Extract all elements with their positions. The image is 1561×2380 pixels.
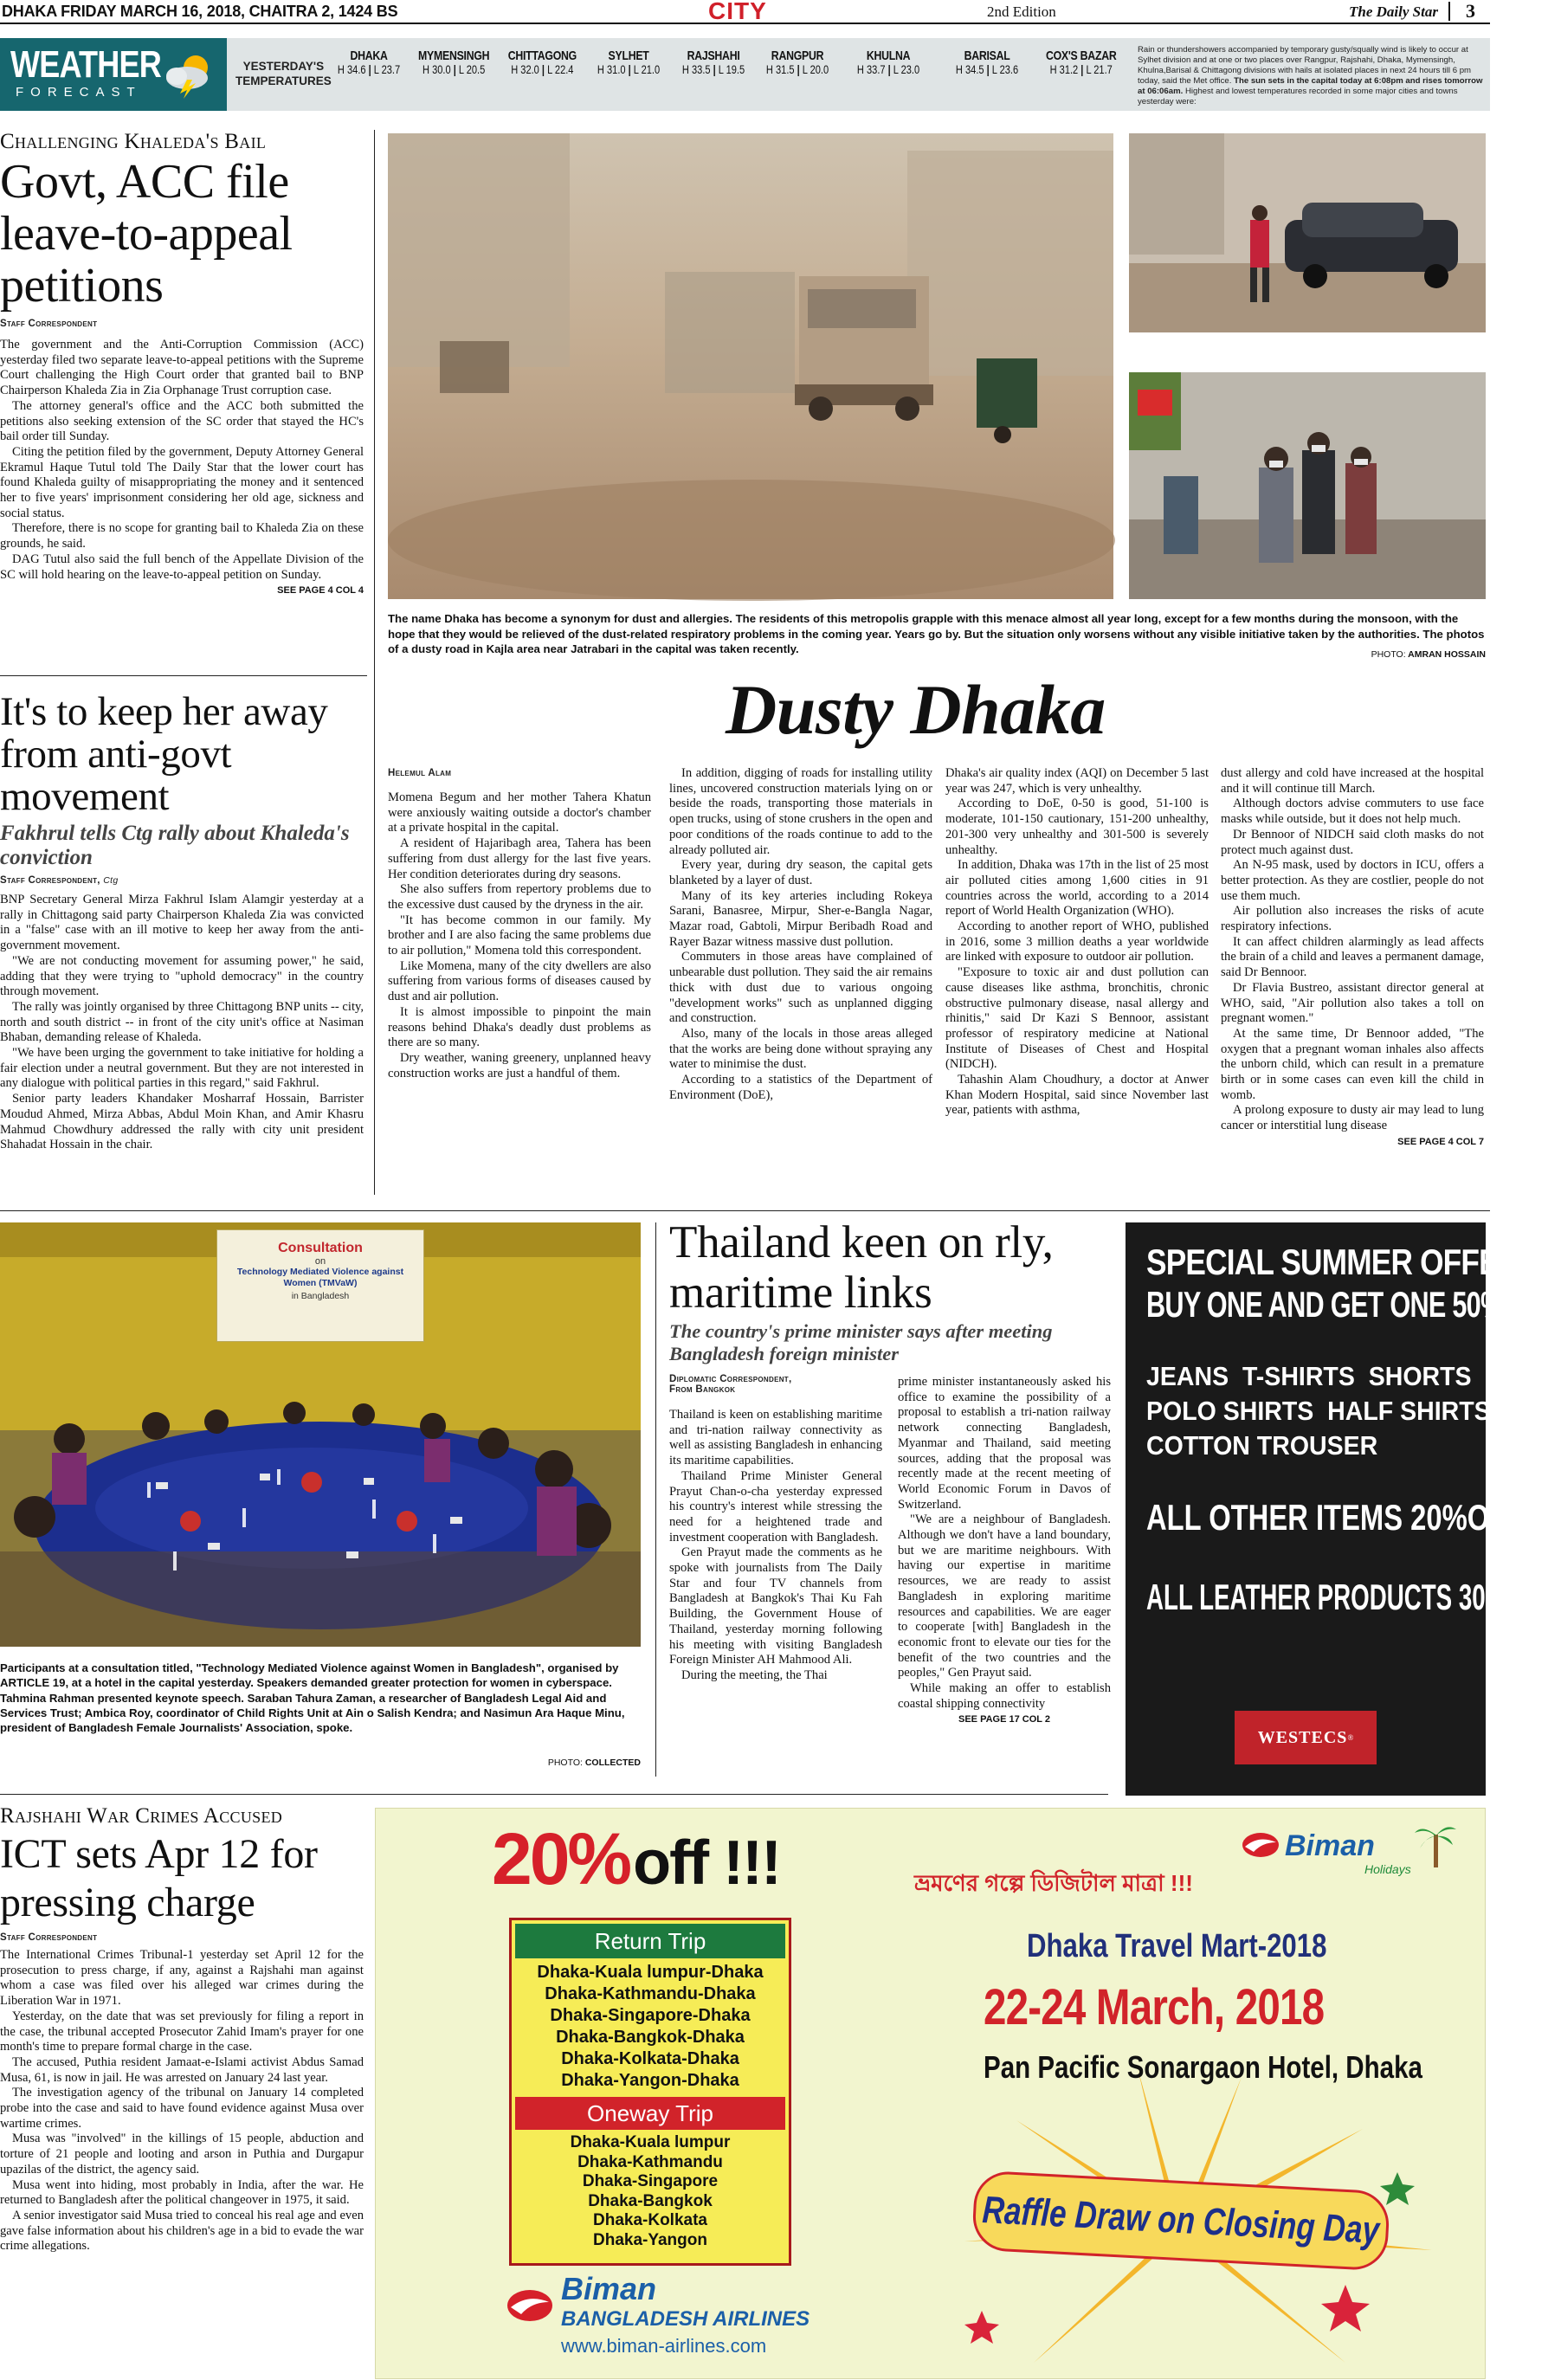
weather-subtitle: FORECAST (16, 85, 142, 100)
biman-airlines-logo (506, 2267, 810, 2363)
low-temp: L 20.5 (458, 63, 486, 76)
weather-city (759, 48, 835, 76)
discount-off: off !!! (633, 1829, 780, 1898)
city-name: RANGPUR (771, 48, 824, 63)
section-label: CITY (708, 0, 767, 24)
weather-note (1138, 45, 1484, 107)
route-item: Dhaka-Kuala lumpur (570, 2133, 731, 2151)
paragraph: Also, many of the locals in those areas alleged that the works are being done without spraying any water to minimise the dust. (669, 1026, 932, 1072)
dust-photo-caption: The name Dhaka has become a synonym for dust and allergies. The residents of this metropolis grapple with this menace almost all year long, except for a few months during the monsoon, with the hope that they would be relieved of the dust-related respiratory problems in the coming year. Years go by. But the situation only worsens without any visible initiative taken by the authorities. The photos of a dusty road in Kajla area near Jatrabari in the capital was taken recently. (388, 612, 1485, 655)
route-item: Dhaka-Kolkata-Dhaka (561, 2049, 739, 2068)
weather-city (675, 48, 751, 76)
headline: ICT sets Apr 12 for pressing charge (0, 1831, 318, 1925)
paragraph: "We are not conducting movement for assuming power," he said, adding that they were trying to "uphold democracy" in the country through movement. (0, 953, 364, 999)
byline (0, 875, 364, 886)
see-page: SEE PAGE 4 COL 7 (1397, 1136, 1484, 1147)
masthead (0, 0, 1490, 24)
weather-city (1038, 48, 1124, 76)
city-name: COX'S BAZAR (1045, 48, 1117, 63)
paragraph: At the same time, Dr Bennoor added, "The oxygen that a pregnant woman inhales also affects the unborn child, which can result in a premature birth or in some cases can even kill the child in womb. (1221, 1026, 1484, 1102)
route-item: Dhaka-Kathmandu-Dhaka (545, 1984, 756, 2003)
biman-bird-icon (506, 2288, 554, 2323)
ad-line-3: ALL OTHER ITEMS 20%OFF (1146, 1497, 1525, 1538)
city-temps: H 32.0 | L 22.4 (511, 63, 574, 76)
woman-walking-photo (1129, 133, 1486, 332)
banner-title: Consultation (278, 1241, 363, 1255)
low-temp: L 23.0 (893, 63, 920, 76)
paragraph: According to a statistics of the Department of Environment (DoE), (669, 1073, 932, 1102)
paragraph: A prolong exposure to dusty air may lead to lung cancer or interstitial lung disease (1221, 1103, 1484, 1133)
city-temps: H 30.0 | L 20.5 (423, 63, 486, 76)
kicker: Rajshahi War Crimes Accused (0, 1804, 283, 1828)
route-item: Dhaka-Yangon (593, 2230, 707, 2249)
low-temp: L 23.6 (991, 63, 1019, 76)
paragraph: According to another report of WHO, published in 2016, some 3 million deaths a year worldwide are linked with exposure to outdoor air pollution. (945, 919, 1209, 964)
paragraph: It is almost impossible to pinpoint the main reasons behind Dhaka's deadly dust problems as there are so many. (388, 1004, 651, 1050)
byline: Diplomatic Correspondent, (669, 1374, 792, 1384)
discount-offer (492, 1817, 780, 1901)
paragraph: "Exposure to toxic air and dust pollution can cause diseases like asthma, bronchitis, chronic obstructive pulmonary disease, nasal allergy and rhinitis," said Dr Kazi S Bennoor, assistant professor of respiratory medicine at National Institute of Diseases of Chest and Hospital (NIDCH). (945, 965, 1209, 1072)
paragraph: "We are a neighbour of Bangladesh. Although we don't have a land boundary, but we are maritime neighbours. With having our expertise in maritime resources, we are ready to assist Bangladesh in exploring maritime resources and capabilities. We are eager to cooperate [with] Bangladesh in the economic front to elevate our ties for the benefit of the two countries and the peoples," Gen Prayut said. (898, 1512, 1111, 1680)
paragraph: "It has become common in our family. My brother and I are also facing the same problems due to air pollution," Momena told this correspondent. (388, 913, 651, 958)
oneway-routes (512, 2133, 789, 2250)
paragraph: She also suffers from repertory problems due to the excessive dust caused by the dryness in the air. (388, 882, 651, 912)
bird-icon (1242, 1831, 1280, 1859)
thai-column-1 (669, 1408, 882, 1684)
deck: Fakhrul tells Ctg rally about Khaleda's conviction (0, 822, 350, 869)
credit-name: COLLECTED (584, 1758, 641, 1768)
route-item: Dhaka-Singapore (582, 2172, 719, 2190)
route-item: Dhaka-Bangkok-Dhaka (556, 2028, 745, 2047)
dust-article (388, 766, 1486, 1199)
story-ict (0, 1804, 364, 2254)
route-item: Dhaka-Singapore-Dhaka (550, 2006, 751, 2025)
city-name: RAJSHAHI (687, 48, 740, 63)
weather-badge (0, 38, 227, 111)
divider (0, 1210, 1490, 1211)
divider (0, 675, 367, 676)
story-khaleda-bail (0, 130, 364, 596)
paragraph: The attorney general's office and the ACC both submitted the petitions also seeking extension of the SC order that stayed the HC's bail order till Sunday. (0, 398, 364, 444)
paragraph: Citing the petition filed by the government, Deputy Attorney General Ekramul Haque Tutul told The Daily Star that the lower court has found Khaleda guilty of misappropriating the money and it sentenced her to five years' imprisonment considering her old age, sickness and social status. (0, 444, 364, 520)
paragraph: A senior investigator said Musa tried to conceal his real age and even gave false information about his children's age in a bid to evade the war crime allegations. (0, 2208, 364, 2254)
city-temps: H 34.6 | L 23.7 (337, 63, 401, 76)
city-name: CHITTAGONG (507, 48, 577, 63)
dust-column-1 (388, 790, 651, 1081)
consultation-caption: Participants at a consultation titled, "Technology Mediated Violence against Women in Bangladesh", organised by ARTICLE 19, at a hotel in the capital yesterday. Speakers demanded greater protection for women in cyberspace. Tahmina Rahman presented keynote speech. Saraban Tahura Zaman, a researcher of Bangladesh Legal Aid and Services Trust; Ambica Roy, coordinator of Child Rights Unit at Ain o Salish Kendra; and Nasimun Ara Haque Minu, president of Bangladesh Female Journalists' Association, spoke. (0, 1661, 625, 1735)
divider (655, 1222, 656, 1777)
paragraph: Many of its key arteries including Rokeya Sarani, Banasree, Mirpur, Sher-e-Bangla Nagar, Mazar road, Gabtoli, Mirpur Beribadh Road and Rayer Bazar witness massive dust pollution. (669, 888, 932, 949)
low-temp: L 19.5 (718, 63, 745, 76)
paragraph: Dr Bennoor of NIDCH said cloth masks do not protect much against dust. (1221, 827, 1484, 857)
article-body (0, 1948, 364, 2254)
storm-icon (161, 50, 218, 99)
high-temp: H 34.6 (337, 63, 366, 76)
dust-headline: Dusty Dhaka (726, 670, 1106, 749)
deck: The country's prime minister says after meeting Bangladesh foreign minister (669, 1320, 1053, 1364)
paragraph: Momena Begum and her mother Tahera Khatun were anxiously waiting outside a doctor's chamber at a private hospital in the capital. (388, 790, 651, 835)
paragraph: In addition, Dhaka was 17th in the list of 25 most air polluted cities among 1,600 cities in 91 countries across the world, according to a 2014 report of World Health Organization (WHO). (945, 858, 1209, 919)
weather-city (850, 48, 926, 76)
byline-location: From Bangkok (669, 1384, 736, 1395)
high-temp: H 31.5 (765, 63, 795, 76)
paragraph: According to DoE, 0-50 is good, 51-100 is moderate, 101-150 cautionary, 151-200 unhealthy, 201-300 very unhealthy and 301-500 is severely unhealthy. (945, 797, 1209, 857)
weather-city (331, 48, 407, 76)
paragraph: Every year, during dry season, the capital gets blanketed by a layer of dust. (669, 858, 932, 887)
yesterday-label: YESTERDAY'S (242, 60, 325, 73)
high-temp: H 33.5 (681, 63, 711, 76)
event-venue: Pan Pacific Sonargaon Hotel, Dhaka (984, 2049, 1422, 2085)
low-temp: L 23.7 (373, 63, 401, 76)
biman-url[interactable]: www.biman-airlines.com (561, 2335, 767, 2357)
low-temp: L 22.4 (547, 63, 574, 76)
dateline: DHAKA FRIDAY MARCH 16, 2018, CHAITRA 2, 1424 BS (2, 3, 398, 20)
city-temps: H 33.7 | L 23.0 (856, 63, 920, 76)
event-dates: 22-24 March, 2018 (984, 1979, 1325, 2035)
paragraph: Senior party leaders Khandaker Mosharraf Hossain, Barrister Moudud Ahmed, Mirza Abbas, Abdul Moin Khan, and Amir Khasru Mahmud Chowdhury addressed the rally with city unit president Shahadat Hossain in the chair. (0, 1092, 364, 1152)
city-temps: H 31.2 | L 21.7 (1049, 63, 1113, 76)
photo-credit (1212, 649, 1486, 660)
logo-name: Biman (561, 2271, 657, 2306)
route-item: Dhaka-Kuala lumpur-Dhaka (537, 1963, 764, 1982)
high-temp: H 30.0 (423, 63, 451, 76)
paragraph: Musa was "involved" in the killings of 15 people, abduction and torture of 21 people and looting and arson in Puthia and Durgapur upazilas of the district, the agency said. (0, 2132, 364, 2177)
route-item: Dhaka-Kathmandu (577, 2152, 723, 2171)
low-temp: L 20.0 (802, 63, 829, 76)
weather-city (500, 48, 584, 76)
raffle-text: Raffle Draw on Closing Day (981, 2189, 1381, 2252)
bengali-tagline: ভ্রমণের গল্পে ডিজিটাল মাত্রা !!! (914, 1870, 1193, 1896)
city-name: KHULNA (866, 48, 911, 63)
oneway-trip-title: Oneway Trip (515, 2097, 785, 2130)
city-temps: H 34.5 | L 23.6 (955, 63, 1019, 76)
city-name: BARISAL (964, 48, 1010, 63)
paragraph: Gen Prayut made the comments as he spoke with journalists from The Daily Star and four TV channels from Bangladesh at Bangkok's Thai Ku Fah Building, the Government House of Thailand, yesterday morning following his meeting with visiting Bangladesh Foreign Minister AH Mahmood Ali. (669, 1545, 882, 1667)
byline: Helemul Alam (388, 768, 452, 778)
paper-name: The Daily Star (1349, 3, 1438, 20)
travel-mart-title: Dhaka Travel Mart-2018 (1027, 1928, 1327, 1964)
paragraph: While making an offer to establish coastal shipping connectivity (898, 1681, 1111, 1711)
headline: It's to keep her away from anti-govt movement (0, 689, 328, 819)
city-name: DHAKA (350, 48, 388, 63)
paragraph: Dhaka's air quality index (AQI) on December 5 last year was 247, which is very unhealthy. (945, 766, 1209, 796)
paragraph: Thailand is keen on establishing maritime and tri-nation railway connectivity as well as assisting Bangladesh in enhancing its maritime capabilities. (669, 1408, 882, 1468)
story-thailand (669, 1217, 1113, 1725)
weather-city (410, 48, 497, 76)
divider (374, 130, 375, 1195)
high-temp: H 31.0 (597, 63, 626, 76)
logo-subtitle: BANGLADESH AIRLINES (561, 2307, 810, 2331)
ad-line-2: BUY ONE AND GET ONE 50% OFF (1146, 1284, 1561, 1325)
weather-city (590, 48, 667, 76)
see-page: SEE PAGE 4 COL 4 (277, 585, 364, 597)
kicker: Challenging Khaleda's Bail (0, 130, 267, 153)
low-temp: L 21.7 (1086, 63, 1113, 76)
paragraph: During the meeting, the Thai (681, 1667, 828, 1682)
ad-line-1: SPECIAL SUMMER OFFER (1146, 1242, 1520, 1282)
paragraph: prime minister instantaneously asked his office to examine the possibility of a proposal to establish a tri-nation railway network connecting Bangladesh, Myanmar and Thailand, said meeting sources, adding that the proposal was recently made at the recent meeting of World Economic Forum in Davos of Switzerland. (898, 1375, 1111, 1512)
paragraph: An N-95 mask, used by doctors in ICU, offers a better protection. As they are costlier, people do not use them much. (1221, 858, 1484, 903)
paragraph: Although doctors advise commuters to use face masks while outside, but it does not help much. (1221, 797, 1484, 827)
biman-ad (375, 1808, 1486, 2379)
byline: Staff Correspondent (0, 1932, 98, 1943)
banner-in: in Bangladesh (291, 1291, 350, 1301)
paragraph: The government and the Anti-Corruption Commission (ACC) yesterday filed two separate leave-to-appeal petitions with the Supreme Court challenging the High Court order that granted bail to BNP Chairperson Khaleda Zia in Zia Orphanage Trust corruption case. (0, 338, 364, 398)
ad-items-1: JEANS T-SHIRTS SHORTS (1146, 1361, 1472, 1391)
route-item: Dhaka-Kolkata (593, 2211, 707, 2229)
dust-column-4 (1221, 766, 1484, 1134)
holidays-sub: Holidays (1364, 1862, 1411, 1876)
masked-people-photo (1129, 372, 1486, 599)
paragraph: Yesterday, on the date that was set previously for filing a report in the case, the tribunal accepted Prosecutor Zahid Imam's prayer for one month's time to prepare formal charge in the case. (0, 2009, 364, 2054)
high-temp: H 32.0 (511, 63, 539, 76)
article-body (0, 893, 364, 1153)
return-routes (512, 1962, 789, 2092)
banner-on: on (314, 1256, 326, 1267)
holidays-name: Biman (1285, 1829, 1375, 1862)
sun-times: The sun sets in the capital today at 6:08pm and rises tomorrow at 06:06am. (1138, 76, 1483, 96)
consultation-photo (0, 1222, 641, 1647)
biman-holidays-logo (1242, 1819, 1458, 1880)
divider (0, 1794, 1108, 1795)
city-temps: H 31.0 | L 21.0 (597, 63, 661, 76)
routes-box (509, 1918, 791, 2266)
paragraph: Tahashin Alam Choudhury, a doctor at Anwer Khan Modern Hospital, said since November last year, patients with asthma, (945, 1073, 1209, 1118)
paragraph: DAG Tutul also said the full bench of the Appellate Division of the SC will hold hearing on the leave-to-appeal petition on Sunday. (0, 551, 364, 582)
paragraph: The International Crimes Tribunal-1 yesterday set April 12 for the prosecution to press charge, if any, against a Rajshahi man against whom a case was filed over his alleged war crimes during the Liberation War in 1971. (0, 1948, 364, 2009)
city-temps: H 31.5 | L 20.0 (765, 63, 829, 76)
consultation-banner (216, 1229, 424, 1342)
photo-credit (381, 1758, 641, 1768)
paragraph: Musa went into hiding, most probably in India, after the war. He returned to Bangladesh after the political changeover in 1975, it said. (0, 2177, 364, 2208)
paragraph: The investigation agency of the tribunal on January 14 completed probe into the case and said to have found evidence against Musa over wartime crimes. (0, 2086, 364, 2131)
banner-topic: Technology Mediated Violence against Women (TMVaW) (236, 1267, 404, 1288)
paragraph: Thailand Prime Minister General Prayut Chan-o-cha yesterday expressed his country's interest while stressing the need for a heightened trade and investment cooperation with Bangladesh. (669, 1468, 882, 1545)
paragraph: dust allergy and cold have increased at the hospital and it will continue till March. (1221, 766, 1484, 796)
paragraph: Air pollution also increases the risks of acute respiratory infections. (1221, 904, 1484, 934)
dust-column-2 (669, 766, 932, 1103)
discount-percent: 20% (492, 1818, 630, 1899)
paragraph: Therefore, there is no scope for granting bail to Khaleda Zia on these grounds, he said. (0, 521, 364, 551)
credit-label: PHOTO: (547, 1758, 583, 1768)
paragraph: The accused, Puthia resident Jamaat-e-Islami activist Abdus Samad Musa, 61, is now in jail. He was arrested on January 24 last year. (0, 2054, 364, 2085)
paragraph: A resident of Hajaribagh area, Tahera has been suffering from dust allergy for the last five years. Her condition deteriorates during dry seasons. (388, 836, 651, 881)
brand-name: WESTECS (1257, 1727, 1348, 1747)
weather-title: WEATHER (10, 43, 161, 86)
page-number: 3 (1466, 0, 1475, 22)
route-item: Dhaka-Yangon-Dhaka (561, 2071, 739, 2090)
paragraph: BNP Secretary General Mirza Fakhrul Islam Alamgir yesterday at a rally in Chittagong said party Chairperson Khaleda Zia was convicted in a "false" case with an ill motive to keep her away from the anti-government movement. (0, 893, 364, 953)
city-temps: H 33.5 | L 19.5 (681, 63, 745, 76)
paragraph: "We have been urging the government to take initiative for holding a fair election under a neutral government. But they are not interested in any dialogue with political parties in this regard," said Fakhrul. (0, 1046, 364, 1091)
ad-line-4: ALL LEATHER PRODUCTS 30%OFF (1146, 1577, 1555, 1617)
paragraph: Dry weather, waning greenery, unplanned heavy construction works are just a handful of them. (388, 1050, 651, 1080)
edition: 2nd Edition (987, 3, 1056, 20)
dust-column-4-wrap (1221, 766, 1484, 1147)
city-name: SYLHET (608, 48, 649, 63)
temps-label (235, 59, 332, 88)
story-fakhrul-rally (0, 691, 364, 1153)
dust-column-3 (945, 766, 1209, 1119)
paragraph: The rally was jointly organised by three Chittagong BNP units -- city, north and south district -- in front of the city unit's office at Nasiman Bhaban, demanding release of Khaleda. (0, 999, 364, 1045)
credit-label: PHOTO: (1371, 649, 1406, 660)
weather-note-text: Rain or thundershowers accompanied by temporary gusty/squally wind is likely to occur at Sylhet division and at one or two places over Rangpur, Rajshahi, Dhaka, Mymensingh, Khulna,Barisal & Chittagong divisions with hails at isolated places in next 24 hours till 6 pm today, said the Met office. (1138, 45, 1472, 86)
weather-city (949, 48, 1025, 76)
return-trip-title: Return Trip (515, 1924, 785, 1958)
thai-column-2-wrap (898, 1375, 1111, 1725)
city-name: MYMENSINGH (418, 48, 490, 63)
paragraph: In addition, digging of roads for installing utility lines, uncovered construction materials lying on or beside the roads, transporting those materials in open trucks, using of stone crushers in the open and poor conditions of the roads continue to add to the already polluted air. (669, 766, 932, 857)
ad-items-3: COTTON TROUSER (1146, 1430, 1378, 1461)
byline: Staff Correspondent (0, 319, 98, 329)
temperatures-label: TEMPERATURES (235, 74, 332, 87)
low-temp: L 21.0 (633, 63, 661, 76)
paragraph: Commuters in those areas have complained of unbearable dust pollution. They said the air remains thick with dust due to various ongoing "development works" such as unplanned digging and construction. (669, 950, 932, 1026)
paragraph: Dr Flavia Bustreo, assistant director general at WHO, said, "Air pollution also takes a toll on pregnant women." (1221, 980, 1484, 1026)
credit-name: AMRAN HOSSAIN (1408, 649, 1486, 660)
weather-bar (0, 38, 1490, 111)
ad-items-2: POLO SHIRTS HALF SHIRTS (1146, 1396, 1491, 1426)
high-temp: H 34.5 (955, 63, 984, 76)
byline-location: Ctg (103, 875, 119, 886)
thai-column-2 (898, 1375, 1111, 1712)
westecs-logo: WESTECS ® (1235, 1711, 1377, 1764)
dusty-road-photo (388, 133, 1113, 599)
headline: Govt, ACC file leave-to-appeal petitions (0, 155, 293, 313)
paragraph: Like Momena, many of the city dwellers are also suffering from various forms of diseases caused by dust and air pollution. (388, 958, 651, 1004)
paragraph: It can affect children alarmingly as lead affects the brain of a child and leaves a permanent damage, said Dr Bennoor. (1221, 934, 1484, 980)
headline: Thailand keen on rly, maritime links (669, 1217, 1054, 1318)
article-body (0, 338, 364, 583)
page-divider (1448, 2, 1450, 21)
route-item: Dhaka-Bangkok (588, 2191, 713, 2210)
high-temp: H 33.7 (856, 63, 886, 76)
byline-name: Staff Correspondent, (0, 875, 100, 886)
see-page: SEE PAGE 17 COL 2 (958, 1714, 1050, 1725)
palm-tree-icon (1415, 1819, 1456, 1869)
high-temp: H 31.2 (1049, 63, 1079, 76)
westecs-ad (1126, 1222, 1561, 1796)
weather-note-end: Highest and lowest temperatures recorded in some major cities and towns yesterday were: (1138, 87, 1458, 106)
